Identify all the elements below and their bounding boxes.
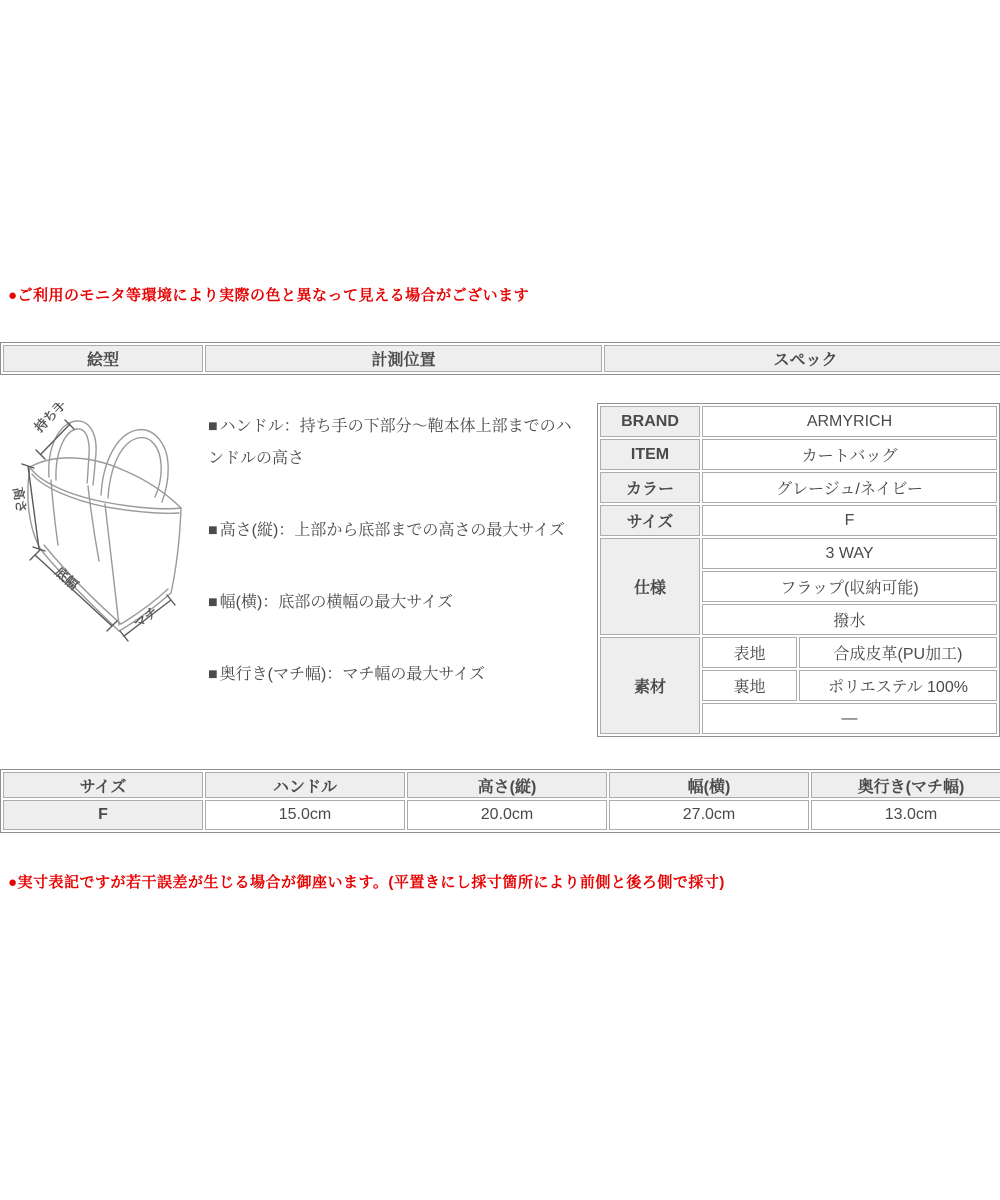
bag-outline: [28, 421, 181, 631]
size-header-size: サイズ: [3, 772, 203, 798]
spec-row-brand: [600, 406, 997, 437]
size-chart-header-row: [3, 772, 1000, 798]
measure-item-handle-text: ハンドル：持ち手の下部分〜鞄本体上部までのハンドルの高さ: [208, 418, 572, 467]
size-chart-data-row: [3, 800, 1000, 830]
size-value-depth: 13.0cm: [811, 800, 1000, 830]
bottom-width-label: 底幅: [51, 564, 82, 593]
measurement-descriptions: [200, 403, 597, 731]
bag-line-drawing-svg: [0, 403, 200, 643]
size-header-depth: 奥行き(マチ幅): [811, 772, 1000, 798]
spec-label-material: 素材: [600, 637, 700, 734]
spec-row-item: [600, 439, 997, 470]
height-label: 高さ: [10, 485, 30, 515]
spec-label-item: ITEM: [600, 439, 700, 470]
measurement-disclaimer: ●実寸表記ですが若干誤差が生じる場合が御座います。(平置きにし採寸箇所により前側と後ろ側で採寸): [8, 874, 725, 891]
header-drawing: 絵型: [3, 345, 203, 372]
measure-item-width: [208, 587, 581, 619]
spec-value-feature-2: フラップ(収納可能): [702, 571, 997, 602]
spec-value-brand: ARMYRICH: [702, 406, 997, 437]
spec-value-item: カートバッグ: [702, 439, 997, 470]
spec-material-value-outer: 合成皮革(PU加工): [799, 637, 997, 668]
spec-row-material-outer: [600, 637, 997, 668]
monitor-color-disclaimer: ●ご利用のモニタ等環境により実際の色と異なって見える場合がございます: [8, 287, 530, 304]
overview-header-table: [0, 342, 1000, 375]
spec-material-part-outer: 表地: [702, 637, 797, 668]
size-value-height: 20.0cm: [407, 800, 607, 830]
handle-label: 持ち手: [31, 403, 70, 436]
spec-row-color: [600, 472, 997, 503]
measure-item-width-text: 幅(横)：底部の横幅の最大サイズ: [219, 594, 454, 611]
square-bullet-icon: ■: [208, 666, 218, 683]
spec-value-feature-3: 撥水: [702, 604, 997, 635]
content-row: [0, 403, 1000, 737]
size-header-handle: ハンドル: [205, 772, 405, 798]
size-header-height: 高さ(縦): [407, 772, 607, 798]
spec-row-feature-1: [600, 538, 997, 569]
measure-item-height: [208, 515, 581, 547]
square-bullet-icon: ■: [208, 522, 218, 539]
measure-item-depth-text: 奥行き(マチ幅)：マチ幅の最大サイズ: [219, 666, 486, 683]
spec-table: [597, 403, 1000, 737]
measure-item-depth: [208, 659, 581, 691]
measure-item-height-text: 高さ(縦)：上部から底部までの高さの最大サイズ: [219, 522, 566, 539]
measure-item-handle: [208, 411, 581, 475]
square-bullet-icon: ■: [208, 594, 218, 611]
spec-value-color: グレージュ/ネイビー: [702, 472, 997, 503]
spec-label-color: カラー: [600, 472, 700, 503]
spec-label-feature: 仕様: [600, 538, 700, 635]
header-spec: スペック: [604, 345, 1000, 372]
spec-value-feature-1: 3 WAY: [702, 538, 997, 569]
header-measure-position: 計測位置: [205, 345, 602, 372]
size-value-size: F: [3, 800, 203, 830]
spec-label-brand: BRAND: [600, 406, 700, 437]
spec-label-size: サイズ: [600, 505, 700, 536]
overview-header-row: [3, 345, 1000, 372]
spec-material-part-lining: 裏地: [702, 670, 797, 701]
size-chart-table: [0, 769, 1000, 833]
size-header-width: 幅(横): [609, 772, 809, 798]
square-bullet-icon: ■: [208, 418, 218, 435]
spec-material-value-lining: ポリエステル 100%: [799, 670, 997, 701]
spec-value-size: F: [702, 505, 997, 536]
spec-material-note: —: [702, 703, 997, 734]
gusset-label: マチ: [130, 603, 161, 632]
bag-diagram: [0, 403, 200, 648]
size-value-handle: 15.0cm: [205, 800, 405, 830]
spec-row-size: [600, 505, 997, 536]
size-value-width: 27.0cm: [609, 800, 809, 830]
